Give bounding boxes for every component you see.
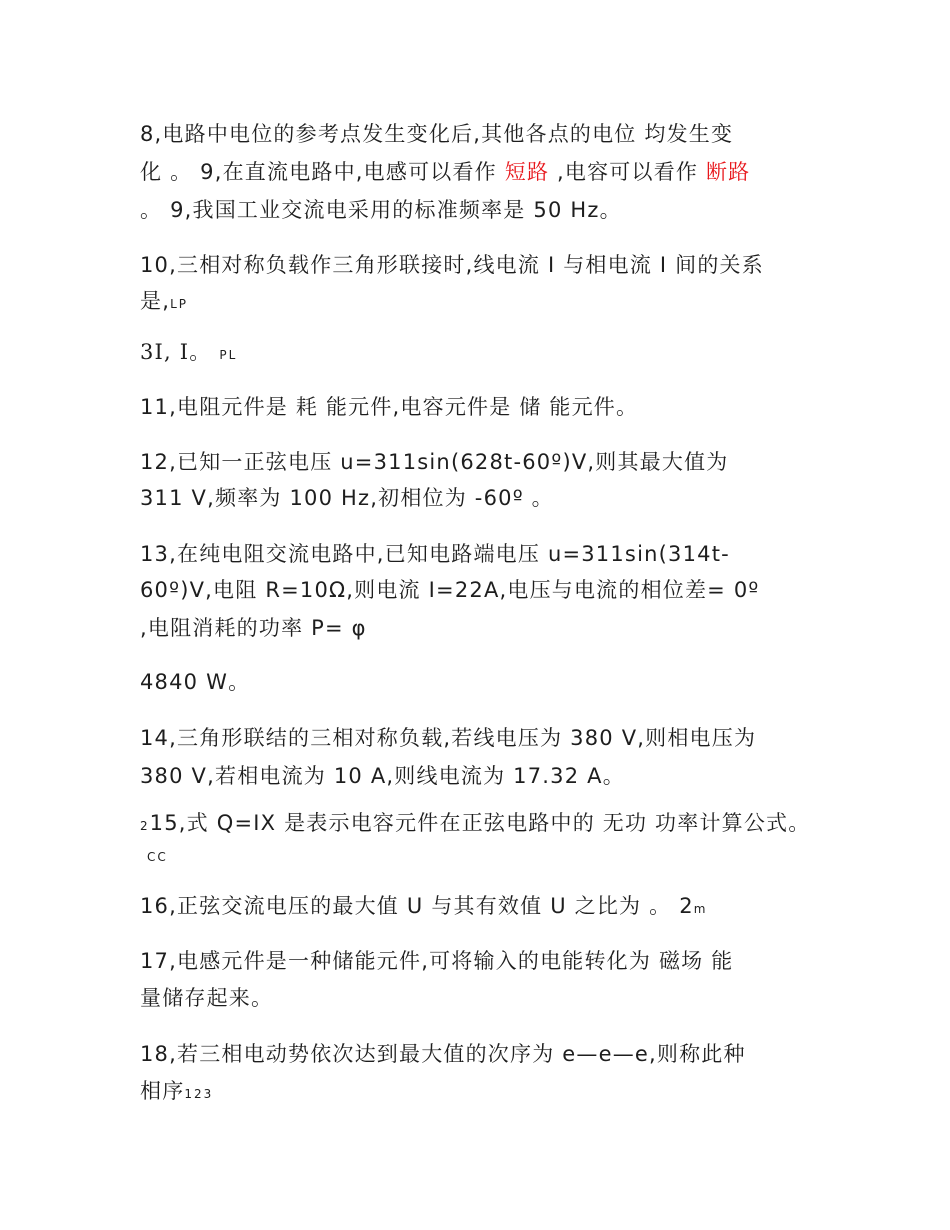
q9-text-b: ,电容可以看作	[549, 160, 706, 184]
q17-text-b: 量储存起来。	[140, 986, 274, 1010]
line-q13	[140, 540, 730, 568]
q17-text: 17,电感元件是一种储能元件,可将输入的电能转化为 磁场 能	[140, 949, 734, 973]
answer-short-circuit: 短路	[504, 160, 550, 184]
q8-end-text: 化 。	[140, 160, 201, 184]
q9-freq-text: 。 9,我国工业交流电采用的标准频率是 50 Hz。	[140, 198, 622, 222]
line-q14-b	[140, 762, 625, 790]
q10-formula: 3I, I。	[140, 340, 220, 364]
line-q14	[140, 724, 756, 752]
q13-text-d: 4840 W。	[140, 670, 251, 694]
line-q15	[140, 809, 810, 840]
q15-prefix: 2	[140, 819, 150, 833]
q10-subscript: LP	[170, 297, 188, 311]
line-q18	[140, 1040, 746, 1068]
q12-text: 12,已知一正弦电压 u=311sin(628t-60º)V,则其最大值为	[140, 450, 729, 474]
q18-subscript: 123	[184, 1087, 214, 1101]
line-q8	[140, 120, 733, 148]
line-q9-freq	[140, 196, 622, 224]
line-q16	[140, 892, 707, 923]
q15-text: 15,式 Q=IX 是表示电容元件在正弦电路中的 无功 功率计算公式。	[149, 811, 811, 835]
line-q12-b	[140, 484, 554, 512]
answer-open-circuit: 断路	[705, 160, 751, 184]
line-q17-b	[140, 984, 273, 1012]
q13-text-b: 60º)V,电阻 R=10Ω,则电流 I=22A,电压与电流的相位差= 0º	[140, 578, 760, 602]
q18-text: 18,若三相电动势依次达到最大值的次序为 e—e—e,则称此种	[140, 1042, 746, 1066]
line-q18-b	[140, 1077, 213, 1108]
q12-text-b: 311 V,频率为 100 Hz,初相位为 -60º 。	[140, 486, 554, 510]
q14-text: 14,三角形联结的三相对称负载,若线电压为 380 V,则相电压为	[140, 726, 757, 750]
line-q10-b	[140, 287, 188, 318]
q18-text-b: 相序	[140, 1079, 185, 1103]
q15-subscript: CC	[147, 850, 168, 864]
q10-text-b: 是,	[140, 289, 171, 313]
line-q10	[140, 251, 764, 279]
q16-subscript: m	[693, 902, 708, 916]
line-q15-b	[147, 840, 168, 871]
q11-text: 11,电阻元件是 耗 能元件,电容元件是 储 能元件。	[140, 395, 639, 419]
line-q12	[140, 448, 728, 476]
line-q13-c	[140, 614, 367, 642]
line-q10-c	[140, 338, 237, 369]
q9-text-a: 9,在直流电路中,电感可以看作	[200, 160, 505, 184]
q14-text-b: 380 V,若相电流为 10 A,则线电流为 17.32 A。	[140, 764, 625, 788]
q16-text: 16,正弦交流电压的最大值 U 与其有效值 U 之比为 。 2	[140, 894, 694, 918]
q13-text: 13,在纯电阻交流电路中,已知电路端电压 u=311sin(314t-	[140, 542, 730, 566]
line-q11	[140, 393, 638, 421]
line-q13-d	[140, 668, 250, 696]
line-q13-b	[140, 576, 760, 604]
q13-text-c: ,电阻消耗的功率 P= φ	[140, 616, 367, 640]
q8-text: 8,电路中电位的参考点发生变化后,其他各点的电位 均发生变	[140, 122, 734, 146]
line-q17	[140, 947, 733, 975]
line-q8-q9	[140, 158, 750, 186]
q10-text: 10,三相对称负载作三角形联接时,线电流 I 与相电流 I 间的关系	[140, 253, 764, 277]
q10-formula-subscript: PL	[219, 348, 238, 362]
